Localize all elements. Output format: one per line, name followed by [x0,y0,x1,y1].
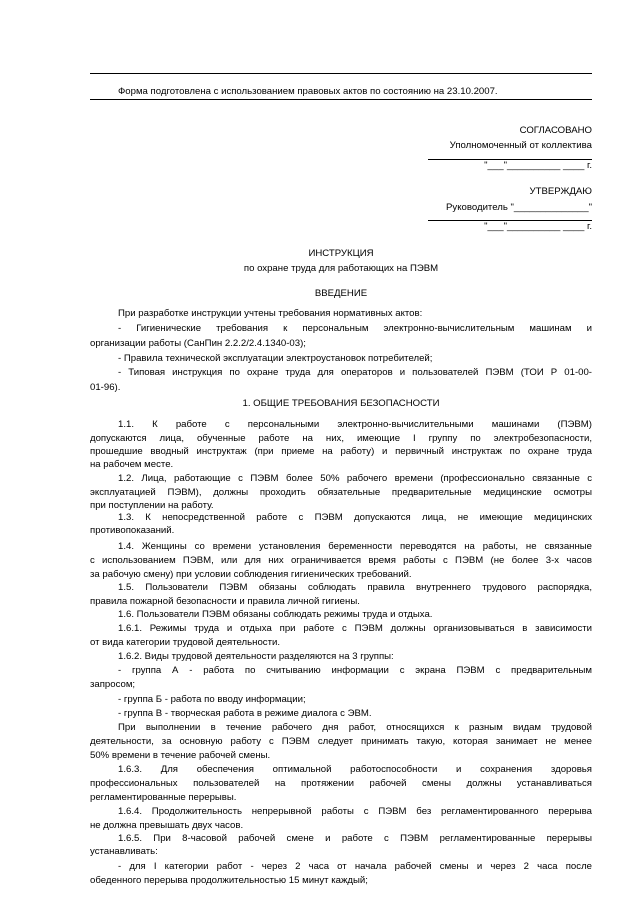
body-line: 1.6.2. Виды трудовой деятельности разделяются на 3 группы: [118,651,394,662]
approve-by: Руководитель "______________" [446,202,592,213]
intro-line: организации работы (СанПин 2.2.2/2.4.1340-03); [90,338,306,349]
body-line: 1.6.5. При 8-часовой рабочей смене и работе с ПЭВМ регламентированные перерывы [118,833,592,844]
body-line: противопоказаний. [90,525,175,536]
body-line: 1.6.1. Режимы труда и отдыха при работе с ПЭВМ должны организовываться в зависимости [118,623,592,634]
body-line: эксплуатацией ПЭВМ), должны проходить обязательные предварительные медицинские осмотры [90,487,592,498]
intro-line: 01-96). [90,382,121,393]
approve-title: УТВЕРЖДАЮ [529,186,592,197]
body-line: запросом; [90,679,136,690]
section-heading: 1. ОБЩИЕ ТРЕБОВАНИЯ БЕЗОПАСНОСТИ [242,398,440,409]
body-line: - группа В - творческая работа в режиме диалога с ЭВМ. [118,708,372,719]
body-line: не должна превышать двух часов. [90,820,244,831]
body-line: - для I категории работ - через 2 часа от начала рабочей смены и через 2 часа после [118,861,592,872]
agreed-title: СОГЛАСОВАНО [519,125,592,136]
intro-line: - Правила технической эксплуатации электроустановок потребителей; [118,353,433,364]
body-line: устанавливать: [90,846,158,857]
body-line: 1.3. К непосредственной работе с ПЭВМ допускаются лица, не имеющие медицинских [118,512,592,523]
body-line: 1.2. Лица, работающие с ПЭВМ более 50% рабочего времени (профессионально связанные с [118,473,592,484]
intro-line: При разработке инструкции учтены требования нормативных актов: [118,308,423,319]
body-line: - группа А - работа по считыванию информации с экрана ПЭВМ с предварительным [118,665,592,676]
body-line: 1.4. Женщины со времени установления беременности переводятся на работы, не связанные [118,541,592,552]
body-line: за рабочую смену) при условии соблюдения гигиенических требований. [90,569,412,580]
approve-date: "___"__________ ____ г. [484,221,592,232]
body-line: 1.1. К работе с персональными электронно-вычислительными машинами (ПЭВМ) [118,419,592,430]
doc-title: ИНСТРУКЦИЯ [308,248,374,259]
intro-heading: ВВЕДЕНИЕ [314,288,368,299]
doc-subtitle: по охране труда для работающих на ПЭВМ [243,263,439,274]
form-note: Форма подготовлена с использованием правовых актов по состоянию на 23.10.2007. [118,86,498,97]
note-rule [90,99,592,100]
body-line: 1.5. Пользователи ПЭВМ обязаны соблюдать правила внутреннего трудового распорядка, [118,582,592,593]
body-line: при поступлении на работу. [90,500,214,511]
top-rule [90,73,592,74]
body-line: на рабочем месте. [90,459,174,470]
body-line: правила пожарной безопасности и правила личной гигиены. [90,596,360,607]
body-line: от вида категории трудовой деятельности. [90,637,280,648]
body-line: профессиональных пользователей на протяжении рабочей смены должны устанавливаться [90,778,592,789]
intro-line: - Гигиенические требования к персональным электронно-вычислительным машинам и [118,323,592,334]
body-line: с использованием ПЭВМ, или для них ограничивается время работы с ПЭВМ (не более 3-х часов [90,555,592,566]
body-line: деятельности, за основную работу с ПЭВМ следует принимать такую, которая занимает не менее [90,736,592,747]
body-line: прошедшие вводный инструктаж (при приеме на работу) и первичный инструктаж по охране труда [90,446,592,457]
agreed-by: Уполномоченный от коллектива [449,140,592,151]
body-line: - группа Б - работа по вводу информации; [118,694,306,705]
intro-line: - Типовая инструкция по охране труда для операторов и пользователей ПЭВМ (ТОИ Р 01-00- [118,367,592,378]
body-line: обеденного перерыва продолжительностью 15 минут каждый; [90,875,368,886]
body-line: 1.6. Пользователи ПЭВМ обязаны соблюдать режимы труда и отдыха. [118,609,433,620]
body-line: регламентированные перерывы. [90,792,237,803]
body-line: допускаются лица, обученные работе на них, имеющие I группу по электробезопасности, [90,433,592,444]
body-line: При выполнении в течение рабочего дня работ, относящихся к разным видам трудовой [118,722,592,733]
body-line: 50% времени в течение рабочей смены. [90,750,271,761]
body-line: 1.6.4. Продолжительность непрерывной работы с ПЭВМ без регламентированного перерыва [118,806,592,817]
body-line: 1.6.3. Для обеспечения оптимальной работоспособности и сохранения здоровья [118,764,592,775]
agreed-date: "___"__________ ____ г. [484,160,592,171]
